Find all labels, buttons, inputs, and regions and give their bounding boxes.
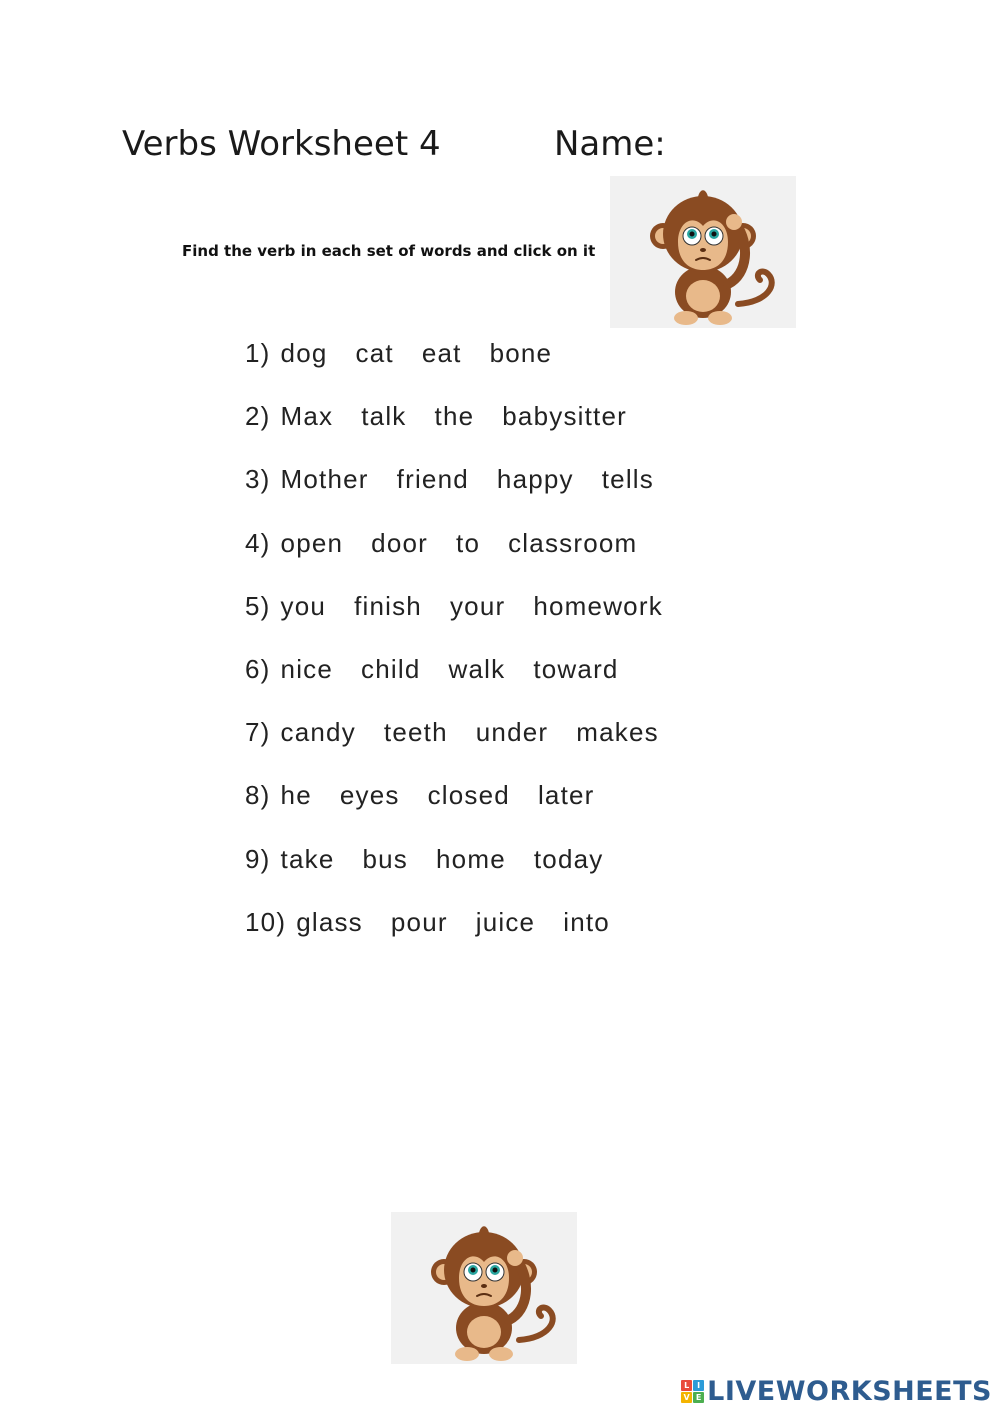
word-option[interactable]: teeth	[383, 717, 448, 748]
item-number: 5)	[245, 590, 271, 621]
logo-letter: L	[681, 1380, 692, 1391]
item-number: 4)	[245, 527, 271, 558]
word-option[interactable]: tells	[601, 464, 654, 495]
item-number: 9)	[245, 843, 271, 874]
list-item	[245, 780, 691, 843]
word-option[interactable]: later	[537, 780, 595, 811]
item-number: 2)	[245, 401, 271, 432]
word-option[interactable]: pour	[390, 906, 448, 937]
word-option[interactable]: open	[280, 527, 344, 558]
list-item	[245, 401, 691, 464]
brand-name: LIVEWORKSHEETS	[707, 1376, 992, 1407]
word-sets-list	[245, 338, 691, 970]
word-option[interactable]: talk	[361, 401, 407, 432]
liveworksheets-brand	[681, 1376, 992, 1407]
word-option[interactable]: dog	[280, 338, 328, 368]
word-option[interactable]: today	[533, 843, 604, 874]
word-option[interactable]: take	[280, 843, 335, 874]
word-option[interactable]: door	[371, 527, 429, 558]
word-option[interactable]: eat	[421, 338, 462, 368]
word-option[interactable]: cat	[355, 338, 394, 368]
list-item	[245, 528, 691, 591]
item-number: 6)	[245, 653, 271, 684]
word-option[interactable]: child	[361, 653, 421, 684]
list-item	[245, 654, 691, 717]
list-item	[245, 591, 691, 654]
word-option[interactable]: bus	[362, 843, 409, 874]
item-number: 7)	[245, 717, 271, 748]
word-option[interactable]: he	[280, 780, 312, 811]
item-number: 3)	[245, 464, 271, 495]
item-number: 8)	[245, 780, 271, 811]
list-item	[245, 338, 691, 401]
worksheet-title: Verbs Worksheet 4	[122, 124, 441, 164]
list-item	[245, 907, 691, 970]
word-option[interactable]: classroom	[508, 527, 638, 558]
word-option[interactable]: candy	[280, 717, 356, 748]
word-option[interactable]: home	[436, 843, 506, 874]
word-option[interactable]: babysitter	[502, 401, 627, 432]
word-option[interactable]: to	[456, 527, 481, 558]
logo-letter: E	[693, 1392, 704, 1403]
item-number: 1)	[245, 338, 271, 368]
word-option[interactable]: your	[449, 590, 506, 621]
word-option[interactable]: juice	[475, 906, 536, 937]
word-option[interactable]: under	[475, 717, 549, 748]
word-option[interactable]: you	[280, 590, 327, 621]
list-item	[245, 844, 691, 907]
instruction-text: Find the verb in each set of words and click on it	[182, 242, 596, 260]
word-option[interactable]: toward	[533, 653, 619, 684]
word-option[interactable]: into	[563, 906, 610, 937]
word-option[interactable]: eyes	[339, 780, 400, 811]
word-option[interactable]: bone	[489, 338, 553, 368]
name-label: Name:	[554, 124, 666, 164]
word-option[interactable]: homework	[533, 590, 663, 621]
word-option[interactable]: happy	[496, 464, 574, 495]
liveworksheets-logo-icon	[681, 1380, 704, 1403]
monkey-thinking-icon	[610, 176, 796, 328]
item-number: 10)	[245, 906, 287, 937]
word-option[interactable]: friend	[396, 464, 469, 495]
logo-letter: V	[681, 1392, 692, 1403]
monkey-thinking-icon	[391, 1212, 577, 1364]
list-item	[245, 464, 691, 527]
list-item	[245, 717, 691, 780]
word-option[interactable]: closed	[427, 780, 510, 811]
word-option[interactable]: finish	[354, 590, 422, 621]
word-option[interactable]: makes	[576, 717, 659, 748]
word-option[interactable]: walk	[448, 653, 506, 684]
word-option[interactable]: glass	[296, 906, 363, 937]
word-option[interactable]: Max	[280, 401, 334, 432]
word-option[interactable]: Mother	[280, 464, 369, 495]
word-option[interactable]: nice	[280, 653, 334, 684]
word-option[interactable]: the	[434, 401, 475, 432]
logo-letter: I	[693, 1380, 704, 1391]
